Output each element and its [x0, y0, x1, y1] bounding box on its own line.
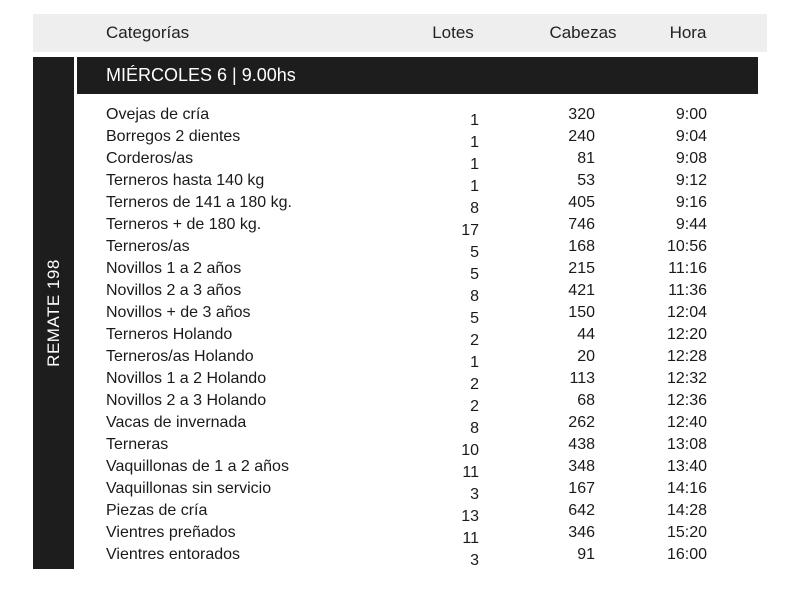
row-cabezas: 405 — [568, 194, 595, 211]
table-row — [77, 280, 767, 305]
row-cabezas: 348 — [568, 458, 595, 475]
row-hora: 10:56 — [666, 238, 707, 255]
row-cabezas: 150 — [568, 304, 595, 321]
table-row — [77, 324, 767, 349]
row-hora: 13:08 — [666, 436, 707, 453]
row-categoria: Vientres preñados — [106, 524, 236, 541]
row-lotes: 2 — [470, 376, 479, 393]
row-cabezas: 262 — [568, 414, 595, 431]
row-lotes: 3 — [470, 552, 479, 569]
table-row — [77, 214, 767, 239]
row-categoria: Terneros de 141 a 180 kg. — [106, 194, 292, 211]
row-lotes: 5 — [470, 266, 479, 283]
row-lotes: 11 — [462, 530, 479, 547]
row-hora: 12:28 — [666, 348, 707, 365]
table-row — [77, 236, 767, 261]
table-row — [77, 544, 767, 569]
row-lotes: 5 — [470, 244, 479, 261]
table-row — [77, 522, 767, 547]
row-hora: 9:00 — [675, 106, 707, 123]
row-lotes: 13 — [461, 508, 479, 525]
table-row — [77, 126, 767, 151]
table-row — [77, 456, 767, 481]
row-lotes: 1 — [470, 178, 479, 195]
row-hora: 9:44 — [675, 216, 707, 233]
row-lotes: 8 — [470, 420, 479, 437]
row-lotes: 8 — [470, 288, 479, 305]
row-cabezas: 346 — [568, 524, 595, 541]
row-cabezas: 113 — [569, 370, 595, 387]
row-cabezas: 81 — [577, 150, 595, 167]
row-hora: 9:16 — [675, 194, 707, 211]
row-categoria: Terneros/as Holando — [106, 348, 254, 365]
remate-label: REMATE 198 — [43, 259, 63, 367]
header-cabezas: Cabezas — [549, 23, 617, 42]
table-row — [77, 412, 767, 437]
table-row — [77, 192, 767, 217]
row-hora: 11:36 — [668, 282, 707, 299]
row-hora: 9:12 — [675, 172, 707, 189]
row-hora: 12:04 — [666, 304, 707, 321]
table-row — [77, 170, 767, 195]
row-categoria: Corderos/as — [106, 150, 194, 167]
row-lotes: 1 — [470, 134, 479, 151]
row-categoria: Vacas de invernada — [106, 414, 247, 431]
row-categoria: Terneras — [106, 436, 169, 453]
table-row — [77, 390, 767, 415]
row-lotes: 17 — [461, 222, 479, 239]
row-lotes: 2 — [470, 398, 479, 415]
row-lotes: 8 — [470, 200, 479, 217]
table-row — [77, 148, 767, 173]
row-cabezas: 91 — [577, 546, 595, 563]
row-categoria: Terneros Holando — [106, 326, 233, 343]
row-lotes: 3 — [470, 486, 479, 503]
row-cabezas: 240 — [568, 128, 595, 145]
row-categoria: Borregos 2 dientes — [106, 128, 241, 145]
day-title: MIÉRCOLES 6 | 9.00hs — [106, 65, 296, 85]
row-cabezas: 421 — [568, 282, 595, 299]
row-cabezas: 215 — [568, 260, 595, 277]
row-categoria: Ovejas de cría — [106, 106, 210, 123]
table-row — [77, 346, 767, 371]
row-hora: 15:20 — [666, 524, 707, 541]
row-lotes: 5 — [470, 310, 479, 327]
row-cabezas: 53 — [577, 172, 595, 189]
row-cabezas: 320 — [568, 106, 595, 123]
row-categoria: Novillos 1 a 2 Holando — [106, 370, 267, 387]
row-categoria: Vaquillonas de 1 a 2 años — [106, 458, 289, 475]
row-hora: 9:08 — [675, 150, 707, 167]
row-lotes: 1 — [470, 354, 479, 371]
row-cabezas: 168 — [568, 238, 595, 255]
row-cabezas: 746 — [568, 216, 595, 233]
row-cabezas: 68 — [577, 392, 595, 409]
table-row — [77, 302, 767, 327]
header-hora: Hora — [669, 23, 707, 42]
table-row — [77, 478, 767, 503]
row-categoria: Novillos 1 a 2 años — [106, 260, 242, 277]
row-categoria: Novillos 2 a 3 años — [106, 282, 242, 299]
row-hora: 14:28 — [666, 502, 707, 519]
row-cabezas: 20 — [577, 348, 595, 365]
header-lotes: Lotes — [432, 23, 474, 42]
row-cabezas: 438 — [568, 436, 595, 453]
row-lotes: 1 — [470, 156, 479, 173]
day-banner — [77, 57, 758, 94]
table-row — [77, 500, 767, 525]
table-row — [77, 434, 767, 459]
schedule-table-body — [77, 104, 767, 569]
row-categoria: Terneros + de 180 kg. — [106, 216, 262, 233]
remate-side-band — [33, 57, 74, 569]
row-cabezas: 167 — [568, 480, 595, 497]
row-hora: 12:40 — [666, 414, 707, 431]
row-hora: 11:16 — [668, 260, 707, 277]
row-categoria: Terneros hasta 140 kg — [106, 172, 265, 189]
row-lotes: 2 — [470, 332, 479, 349]
row-lotes: 1 — [470, 112, 479, 129]
row-hora: 12:36 — [666, 392, 707, 409]
row-lotes: 11 — [462, 464, 479, 481]
row-cabezas: 642 — [568, 502, 595, 519]
header-categorias: Categorías — [106, 23, 190, 42]
row-categoria: Novillos 2 a 3 Holando — [106, 392, 267, 409]
row-hora: 13:40 — [666, 458, 707, 475]
row-cabezas: 44 — [577, 326, 595, 343]
row-categoria: Novillos + de 3 años — [106, 304, 251, 321]
row-categoria: Vientres entorados — [106, 546, 241, 563]
table-row — [77, 258, 767, 283]
table-row — [77, 368, 767, 393]
row-hora: 16:00 — [666, 546, 707, 563]
row-hora: 12:32 — [666, 370, 707, 387]
row-hora: 12:20 — [666, 326, 707, 343]
row-hora: 9:04 — [675, 128, 707, 145]
row-categoria: Terneros/as — [106, 238, 190, 255]
row-categoria: Piezas de cría — [106, 502, 208, 519]
row-hora: 14:16 — [666, 480, 707, 497]
row-categoria: Vaquillonas sin servicio — [106, 480, 272, 497]
table-row — [77, 104, 767, 129]
table-header — [33, 14, 767, 52]
row-lotes: 10 — [461, 442, 479, 459]
